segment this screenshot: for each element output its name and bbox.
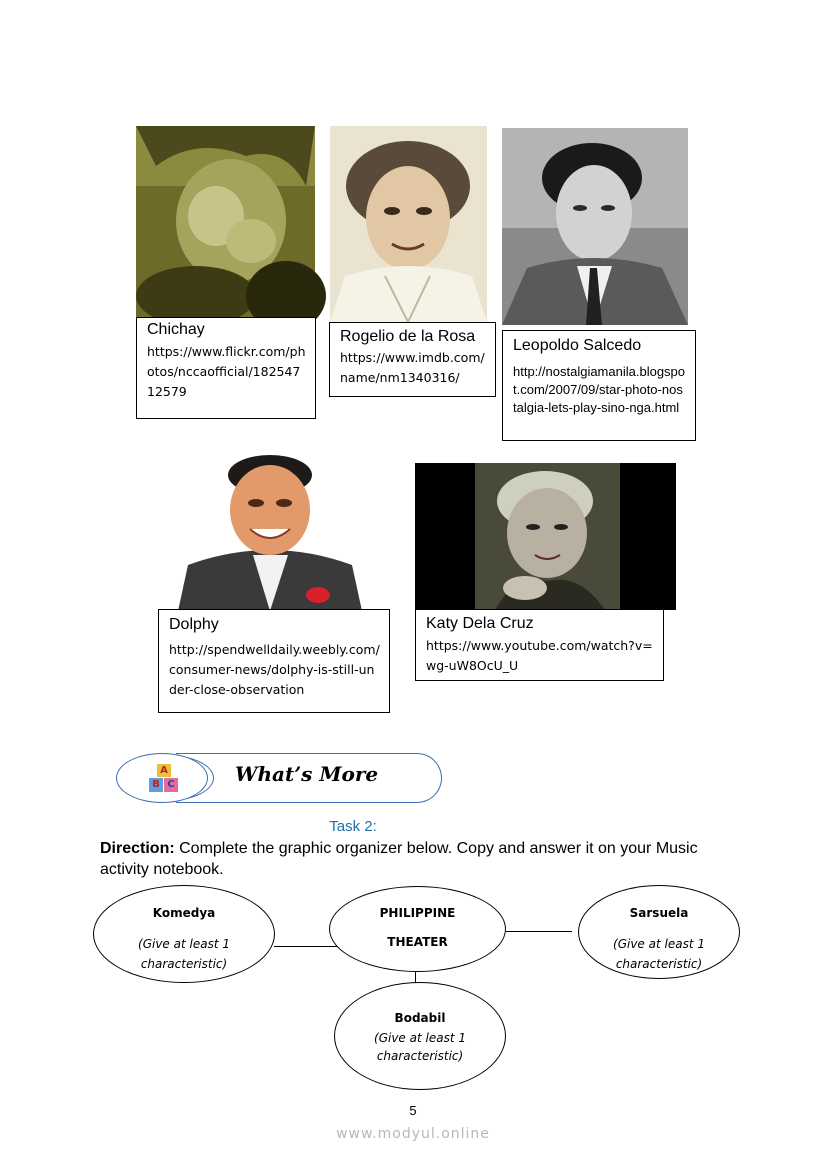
chichay-source: https://www.flickr.com/photos/nccaofficial/18254712579 [147, 344, 306, 399]
chichay-name: Chichay [147, 321, 205, 338]
direction-body: Complete the graphic organizer below. Copy and answer it on your Music activity notebook. [100, 840, 698, 878]
leopoldo-name: Leopoldo Salcedo [513, 337, 642, 354]
komedya-hint: (Give at least 1 characteristic) [138, 937, 230, 971]
block-b: B [149, 778, 163, 792]
katy-caption [415, 609, 664, 681]
katy-dela-cruz-photo [415, 463, 676, 610]
connector-sarsuela [506, 931, 572, 932]
philippine-theater-oval [329, 886, 506, 972]
katy-name: Katy Dela Cruz [426, 615, 534, 632]
dolphy-name: Dolphy [169, 616, 219, 633]
block-a: A [157, 764, 171, 777]
leopoldo-caption [502, 330, 696, 441]
katy-source: https://www.youtube.com/watch?v=wg-uW8OcU_U [426, 638, 653, 673]
sarsuela-title: Sarsuela [629, 906, 689, 920]
sarsuela-oval [578, 885, 740, 979]
bodabil-oval [334, 982, 506, 1090]
center-line2: THEATER [387, 935, 448, 949]
rogelio-source: https://www.imdb.com/name/nm1340316/ [340, 350, 485, 385]
bodabil-title: Bodabil [394, 1011, 446, 1025]
watermark: www.modyul.online [336, 1126, 490, 1142]
leopoldo-source: http://nostalgiamanila.blogspot.com/2007/09/star-photo-nostalgia-lets-play-sino-nga.html [513, 364, 686, 415]
komedya-title: Komedya [152, 906, 216, 920]
dolphy-source: http://spendwelldaily.weebly.com/consumer-news/dolphy-is-still-under-close-observation [169, 642, 380, 697]
chichay-caption [136, 317, 316, 419]
center-line1: PHILIPPINE [379, 906, 456, 920]
sarsuela-hint: (Give at least 1 characteristic) [613, 937, 705, 971]
section-title: What’s More [235, 762, 379, 786]
rogelio-name: Rogelio de la Rosa [340, 328, 476, 345]
direction-text [100, 838, 740, 880]
rogelio-de-la-rosa-photo [330, 126, 487, 322]
dolphy-photo [178, 455, 362, 611]
dolphy-caption [158, 609, 390, 713]
chichay-photo [136, 126, 315, 318]
page-number: 5 [409, 1103, 417, 1118]
bodabil-hint: (Give at least 1 characteristic) [374, 1031, 466, 1063]
abc-blocks-icon [149, 764, 179, 794]
komedya-oval [93, 885, 275, 983]
whats-more-banner [116, 753, 444, 805]
leopoldo-salcedo-photo [502, 128, 688, 325]
task-heading: Task 2: [329, 818, 377, 835]
direction-label: Direction: [100, 840, 175, 857]
block-c: C [164, 778, 178, 792]
rogelio-caption [329, 322, 496, 397]
